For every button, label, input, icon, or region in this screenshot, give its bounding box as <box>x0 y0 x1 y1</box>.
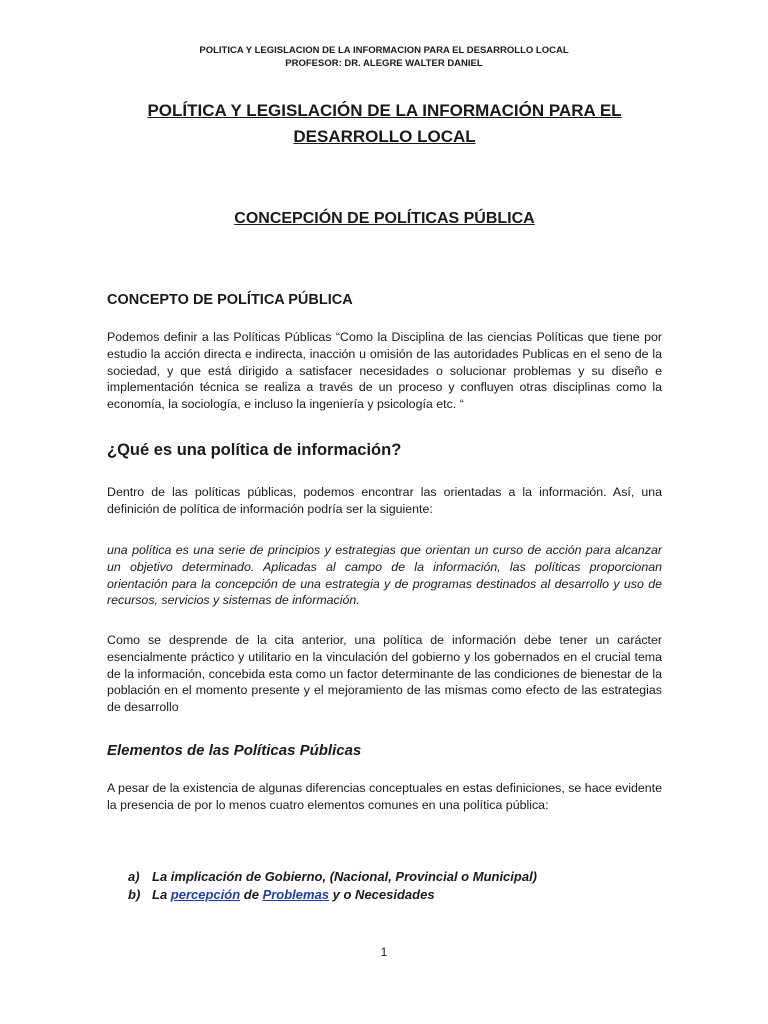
paragraph-elementos: A pesar de la existencia de algunas diferencias conceptuales en estas definiciones, se hace evidente la presencia de por lo menos cuatro elementos comunes en una política pública: <box>107 781 662 812</box>
section-heading-elementos: Elementos de las Políticas Públicas <box>107 742 362 759</box>
percepcion-link[interactable]: percepción <box>170 887 241 902</box>
header-course-title: POLITICA Y LEGISLACION DE LA INFORMACION PARA EL DESARROLLO LOCAL <box>199 45 569 56</box>
quote-definicion: una política es una serie de principios y estrategias que orientan un curso de acción para alcanzar un objetivo determinado. Aplicadas al campo de la información, las políticas proporcionan orientación para la concepción de una estrategia y de programas destinados al desarrollo y uso de recursos, servicios y sistemas de información. <box>107 543 662 608</box>
problemas-link[interactable]: Problemas <box>262 887 330 902</box>
list-item <box>128 886 668 904</box>
list-item <box>128 868 668 886</box>
paragraph-politicas-orientadas: Dentro de las políticas públicas, podemos encontrar las orientadas a la información. Así, una definición de política de información podría ser la siguiente: <box>107 485 662 516</box>
document-title-line2: DESARROLLO LOCAL <box>293 127 476 146</box>
list-marker: b) <box>128 887 141 902</box>
list-item-text: y o Necesidades <box>329 887 435 902</box>
list-item-text: La implicación de Gobierno, (Nacional, Provincial o Municipal) <box>152 869 538 884</box>
header-professor: PROFESOR: DR. ALEGRE WALTER DANIEL <box>285 58 483 69</box>
section-heading-politica-informacion: ¿Qué es una política de información? <box>107 441 402 459</box>
list-marker: a) <box>128 869 140 884</box>
elements-list <box>128 868 668 904</box>
list-item-text: La <box>152 887 171 902</box>
section-heading-concepto: CONCEPTO DE POLÍTICA PÚBLICA <box>107 292 353 308</box>
paragraph-concepto: Podemos definir a las Políticas Públicas “Como la Disciplina de las ciencias Políticas que tiene por estudio la acción directa e indirecta, inacción u omisión de las autoridades Publicas en el seno de la sociedad, y que está dirigido a satisfacer necesidades o solucionar problemas y su diseño e implementación técnica se realiza a través de un proceso y confluyen otras disciplinas como la economía, la sociología, e incluso la ingeniería y psicología etc. “ <box>107 330 662 412</box>
paragraph-cita-anterior: Como se desprende de la cita anterior, una política de información debe tener un carácter esencialmente práctico y utilitario en la vinculación del gobierno y los gobernados en el crucial tema de la información, concebida esta como un factor determinante de las condiciones de bienestar de la población en el momento presente y el mejoramiento de las mismas como efecto de las estrategias de desarrollo <box>107 633 662 715</box>
page-number: 1 <box>380 945 388 959</box>
document-title-line1: POLÍTICA Y LEGISLACIÓN DE LA INFORMACIÓN PARA EL <box>147 101 622 120</box>
list-item-text: de <box>240 887 263 902</box>
document-subtitle: CONCEPCIÓN DE POLÍTICAS PÚBLICA <box>234 210 535 227</box>
running-header <box>0 44 768 70</box>
document-title <box>107 98 662 150</box>
